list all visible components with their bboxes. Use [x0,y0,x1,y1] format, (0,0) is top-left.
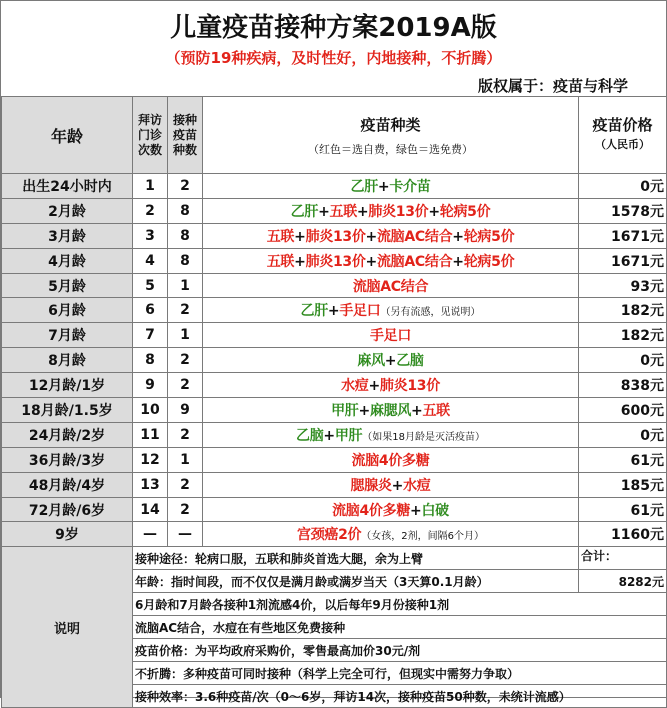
row-vaccines [203,273,579,298]
row-price: 0元 [579,422,667,447]
row-visits: 10 [133,398,168,423]
table-row [2,522,667,547]
row-count: 2 [168,422,203,447]
header-vaccine-legend: （红色＝选自费，绿色＝选免费） [308,142,473,156]
row-visits: 6 [133,298,168,323]
row-count: 9 [168,398,203,423]
table-row [2,223,667,248]
plus-sign: + [365,228,377,245]
row-age: 18月龄/1.5岁 [2,398,133,423]
vaccine-name: 水痘 [403,477,431,494]
row-visits: 2 [133,198,168,223]
header-price-label: 疫苗价格 [592,116,653,134]
table-row [2,447,667,472]
plus-sign: + [452,253,464,270]
plus-sign: + [365,253,377,270]
vaccine-name: 甲肝 [334,427,363,444]
header-age: 年龄 [2,97,133,174]
row-vaccines [203,198,579,223]
row-vaccines [203,223,579,248]
row-price: 1578元 [579,198,667,223]
vaccine-name: 手足口 [369,328,412,345]
row-vaccines [203,497,579,522]
vaccine-name: 五联 [422,402,450,419]
row-visits: 11 [133,422,168,447]
note-price: 疫苗价格：为平均政府采购价，零售最高加价30元/剂 [133,639,667,662]
row-age: 36月龄/3岁 [2,447,133,472]
vaccine-name: 水痘 [341,378,369,395]
plus-sign: + [377,178,390,195]
table-row [2,422,667,447]
vaccine-name: 腮腺炎 [350,477,392,494]
row-vaccines [203,398,579,423]
vaccine-name: 卡介苗 [389,178,431,195]
row-visits: 1 [133,174,168,199]
header-vaccine-title: 疫苗种类 [360,115,421,134]
vaccine-name: 轮病5价 [463,228,515,245]
row-age: 4月龄 [2,248,133,273]
note-ac: 流脑AC结合，水痘在有些地区免费接种 [133,616,667,639]
row-vaccines [203,323,579,348]
header-price-unit: （人民币） [595,138,650,151]
copyright-line: 版权属于：疫苗与科学 [477,77,628,95]
row-price: 0元 [579,348,667,373]
row-age: 9岁 [2,522,133,547]
table-row [2,248,667,273]
row-visits: 3 [133,223,168,248]
table-row [2,198,667,223]
header-price [579,97,667,174]
row-price: 1671元 [579,223,667,248]
row-count: 1 [168,323,203,348]
vaccine-name: 轮病5价 [463,253,515,270]
row-age: 出生24小时内 [2,174,133,199]
row-vaccines [203,472,579,497]
plus-sign: + [318,203,330,220]
row-price: 1160元 [579,522,667,547]
vaccine-name: 轮病5价 [439,203,491,220]
vaccine-name: 五联 [266,253,295,270]
vaccine-name: 五联 [266,228,295,245]
row-count: 2 [168,298,203,323]
row-count: 1 [168,447,203,472]
note-eff: 接种效率：3.6种疫苗/次（0～6岁，拜访14次，接种疫苗50种数，未统计流感） [133,685,667,708]
vaccine-name: 白破 [421,502,449,519]
row-vaccines [203,248,579,273]
row-count: 8 [168,223,203,248]
note-age: 年龄：指时间段，而不仅仅是满月龄或满岁当天（3天算0.1月龄） [133,570,579,593]
vaccine-name: 乙肝 [300,303,328,320]
row-price: 93元 [579,273,667,298]
plus-sign: + [428,203,440,220]
plus-sign: + [368,378,380,395]
plus-sign: + [323,427,335,444]
vaccine-name: 流脑4价多糖 [351,452,430,469]
plus-sign: + [391,477,404,494]
table-row [2,497,667,522]
note-route: 接种途径：轮病口服，五联和肺炎首选大腿，余为上臂 [133,547,579,570]
row-price: 600元 [579,398,667,423]
row-visits: 5 [133,273,168,298]
vaccine-note: （女孩，2剂，间隔6个月） [361,531,484,543]
row-price: 838元 [579,373,667,398]
total-value: 8282元 [579,570,667,593]
row-visits: 12 [133,447,168,472]
row-visits: 7 [133,323,168,348]
vaccine-name: 乙脑 [396,353,424,370]
plus-sign: + [356,203,369,220]
row-visits: 13 [133,472,168,497]
row-vaccines [203,348,579,373]
table-row [2,298,667,323]
header-vaccine-type [203,97,579,174]
row-count: 2 [168,497,203,522]
row-vaccines [203,447,579,472]
row-price: 182元 [579,298,667,323]
vaccine-name: 肺炎13价 [305,228,366,245]
vaccine-name: 五联 [329,203,357,220]
vaccine-name: 宫颈癌2价 [297,527,362,544]
table-row [2,348,667,373]
row-vaccines [203,298,579,323]
row-count: 2 [168,348,203,373]
table-row [2,323,667,348]
row-visits: 9 [133,373,168,398]
row-price: 182元 [579,323,667,348]
row-vaccines [203,522,579,547]
row-vaccines [203,373,579,398]
vaccine-name: 流脑4价多糖 [332,502,411,519]
row-age: 72月龄/6岁 [2,497,133,522]
row-count: 8 [168,248,203,273]
row-visits: 4 [133,248,168,273]
header-visits: 拜访门诊次数 [133,97,168,174]
row-price: 1671元 [579,248,667,273]
row-age: 24月龄/2岁 [2,422,133,447]
subtitle: （预防19种疾病，及时性好，内地接种，不折腾） [165,49,502,67]
row-price: 61元 [579,497,667,522]
page-title: 儿童疫苗接种方案2019A版 [170,13,497,43]
plus-sign: + [294,228,306,245]
plus-sign: + [358,402,370,419]
row-price: 61元 [579,447,667,472]
row-age: 12月龄/1岁 [2,373,133,398]
vaccine-name: 乙脑 [296,427,324,444]
plus-sign: + [410,502,422,519]
vaccine-note: （另有流感，见说明） [380,307,481,319]
row-count: — [168,522,203,547]
plus-sign: + [411,402,423,419]
vaccine-name: 甲肝 [331,402,359,419]
header-row [2,97,667,174]
table-row [2,174,667,199]
header-count: 接种疫苗种数 [168,97,203,174]
plus-sign: + [327,303,340,320]
row-age: 8月龄 [2,348,133,373]
row-price: 185元 [579,472,667,497]
note-flu: 6月龄和7月龄各接种1剂流感4价，以后每年9月份接种1剂 [133,593,667,616]
vaccine-name: 乙肝 [350,178,378,195]
vaccine-name: 乙肝 [290,203,319,220]
row-count: 2 [168,472,203,497]
row-count: 2 [168,373,203,398]
row-count: 2 [168,174,203,199]
plus-sign: + [452,228,464,245]
row-visits: 14 [133,497,168,522]
row-age: 5月龄 [2,273,133,298]
row-age: 6月龄 [2,298,133,323]
row-visits: 8 [133,348,168,373]
vaccine-name: 流脑AC结合 [376,253,453,270]
row-visits: — [133,522,168,547]
vaccine-name: 流脑AC结合 [352,278,429,295]
row-age: 7月龄 [2,323,133,348]
row-age: 2月龄 [2,198,133,223]
row-count: 1 [168,273,203,298]
plus-sign: + [294,253,306,270]
vaccine-name: 肺炎13价 [368,203,429,220]
vaccine-name: 肺炎13价 [305,253,366,270]
vaccine-name: 肺炎13价 [379,378,440,395]
vaccine-name: 手足口 [339,303,381,320]
notes-label: 说明 [2,547,133,708]
row-vaccines [203,422,579,447]
plus-sign: + [384,353,397,370]
row-count: 8 [168,198,203,223]
note-row [2,547,667,570]
row-price: 0元 [579,174,667,199]
vaccine-name: 麻风 [357,353,385,370]
table-row [2,398,667,423]
vaccine-note: （如果18月龄是灭活疫苗） [362,431,485,443]
row-age: 3月龄 [2,223,133,248]
row-vaccines [203,174,579,199]
vaccine-name: 麻腮风 [369,402,412,419]
table-row [2,373,667,398]
vaccine-name: 流脑AC结合 [376,228,453,245]
row-age: 48月龄/4岁 [2,472,133,497]
table-row [2,472,667,497]
note-simul: 不折腾：多种疫苗可同时接种（科学上完全可行，但现实中需努力争取） [133,662,667,685]
total-label: 合计： [579,547,667,570]
table-row [2,273,667,298]
schedule-table [1,96,667,708]
